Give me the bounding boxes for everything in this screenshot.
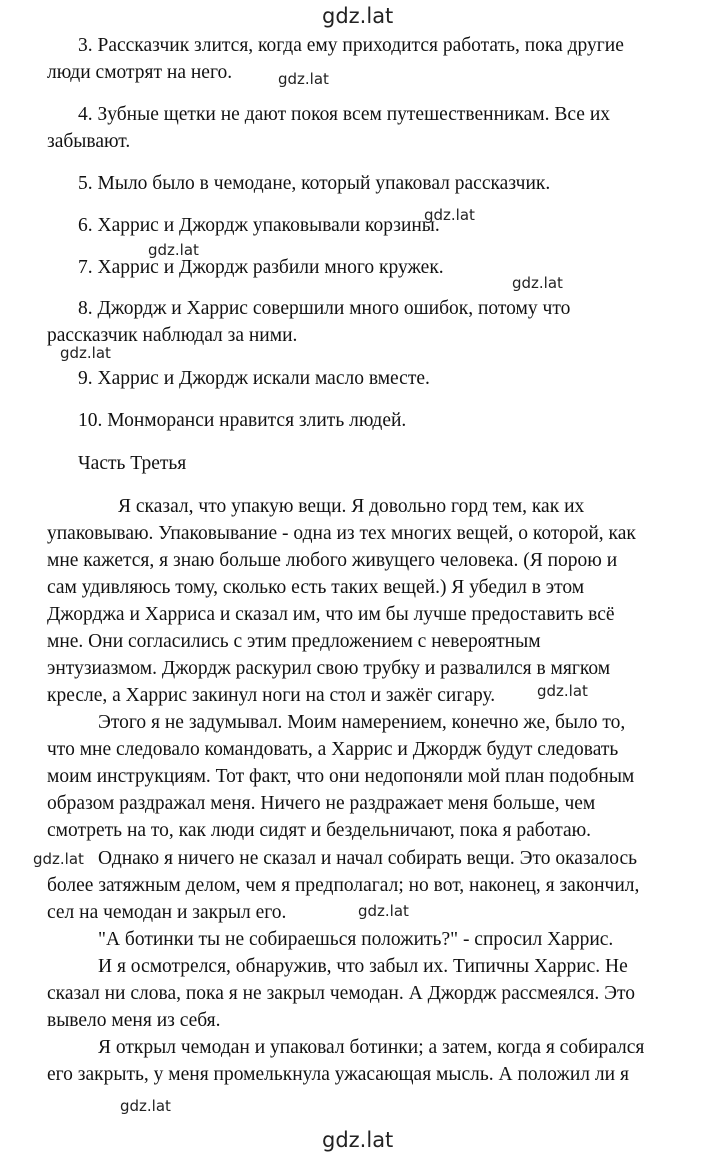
paragraph-5-line: вывело меня из себя.	[47, 1010, 221, 1031]
paragraph-3-line: Однако я ничего не сказал и начал собирать вещи. Это оказалось	[98, 848, 638, 869]
part-title: Часть Третья	[78, 453, 187, 474]
statement-9: 9. Харрис и Джордж искали масло вместе.	[78, 368, 430, 389]
watermark: gdz.lat	[358, 902, 409, 920]
paragraph-1-line: кресле, а Харрис закинул ноги на стол и зажёг сигару.	[47, 685, 496, 706]
paragraph-4-line: "А ботинки ты не собираешься положить?" - спросил Харрис.	[98, 929, 614, 950]
watermark: gdz.lat	[60, 344, 111, 362]
statement-5: 5. Мыло было в чемодане, который упаковал рассказчик.	[78, 173, 551, 194]
paragraph-1-line: сам удивляюсь тому, сколько есть таких вещей.) Я убедил в этом	[47, 577, 585, 598]
paragraph-5-line: И я осмотрелся, обнаружив, что забыл их. Типичны Харрис. Не	[98, 956, 628, 977]
statement-4-line-1: 4. Зубные щетки не дают покоя всем путешественникам. Все их	[78, 104, 611, 125]
paragraph-1-line: мне кажется, я знаю больше любого живущего человека. (Я порою и	[47, 550, 618, 571]
paragraph-1-line: энтузиазмом. Джордж раскурил свою трубку и развалился в мягком	[47, 658, 611, 679]
paragraph-1-line: Джорджа и Харриса и сказал им, что им бы лучше предоставить всё	[47, 604, 615, 625]
statement-8-line-2: рассказчик наблюдал за ними.	[47, 325, 298, 346]
paragraph-5-line: сказал ни слова, пока я не закрыл чемодан. А Джордж рассмеялся. Это	[47, 983, 636, 1004]
watermark: gdz.lat	[424, 206, 475, 224]
statement-8-line-1: 8. Джордж и Харрис совершили много ошибок, потому что	[78, 298, 571, 319]
paragraph-2-line: образом раздражал меня. Ничего не раздражает меня больше, чем	[47, 793, 596, 814]
watermark: gdz.lat	[537, 682, 588, 700]
paragraph-2-line: что мне следовало командовать, а Харрис и Джордж будут следовать	[47, 739, 619, 760]
watermark-top: gdz.lat	[322, 4, 394, 28]
paragraph-2-line: смотреть на то, как люди сидят и бездельничают, пока я работаю.	[47, 820, 592, 841]
statement-7: 7. Харрис и Джордж разбили много кружек.	[78, 257, 444, 278]
statement-3-line-2: люди смотрят на него.	[47, 62, 233, 83]
watermark-bottom: gdz.lat	[322, 1128, 394, 1152]
paragraph-2-line: моим инструкциям. Тот факт, что они недопоняли мой план подобным	[47, 766, 635, 787]
statement-10: 10. Монморанси нравится злить людей.	[78, 410, 407, 431]
paragraph-2-line: Этого я не задумывал. Моим намерением, конечно же, было то,	[98, 712, 626, 733]
paragraph-1-line: Я сказал, что упакую вещи. Я довольно горд тем, как их	[118, 496, 585, 517]
statement-6: 6. Харрис и Джордж упаковывали корзины.	[78, 215, 440, 236]
watermark: gdz.lat	[512, 274, 563, 292]
paragraph-1-line: упаковываю. Упаковывание - одна из тех многих вещей, о которой, как	[47, 523, 636, 544]
paragraph-1-line: мне. Они согласились с этим предложением с невероятным	[47, 631, 541, 652]
statement-4-line-2: забывают.	[47, 131, 131, 152]
paragraph-3-line: сел на чемодан и закрыл его.	[47, 902, 287, 923]
watermark: gdz.lat	[278, 70, 329, 88]
watermark: gdz.lat	[148, 241, 199, 259]
paragraph-3-line: более затяжным делом, чем я предполагал; но вот, наконец, я закончил,	[47, 875, 640, 896]
statement-3-line-1: 3. Рассказчик злится, когда ему приходится работать, пока другие	[78, 35, 624, 56]
watermark: gdz.lat	[33, 850, 84, 868]
paragraph-6-line: Я открыл чемодан и упаковал ботинки; а затем, когда я собирался	[98, 1037, 645, 1058]
paragraph-6-line: его закрыть, у меня промелькнула ужасающая мысль. А положил ли я	[47, 1064, 629, 1085]
watermark: gdz.lat	[120, 1097, 171, 1115]
